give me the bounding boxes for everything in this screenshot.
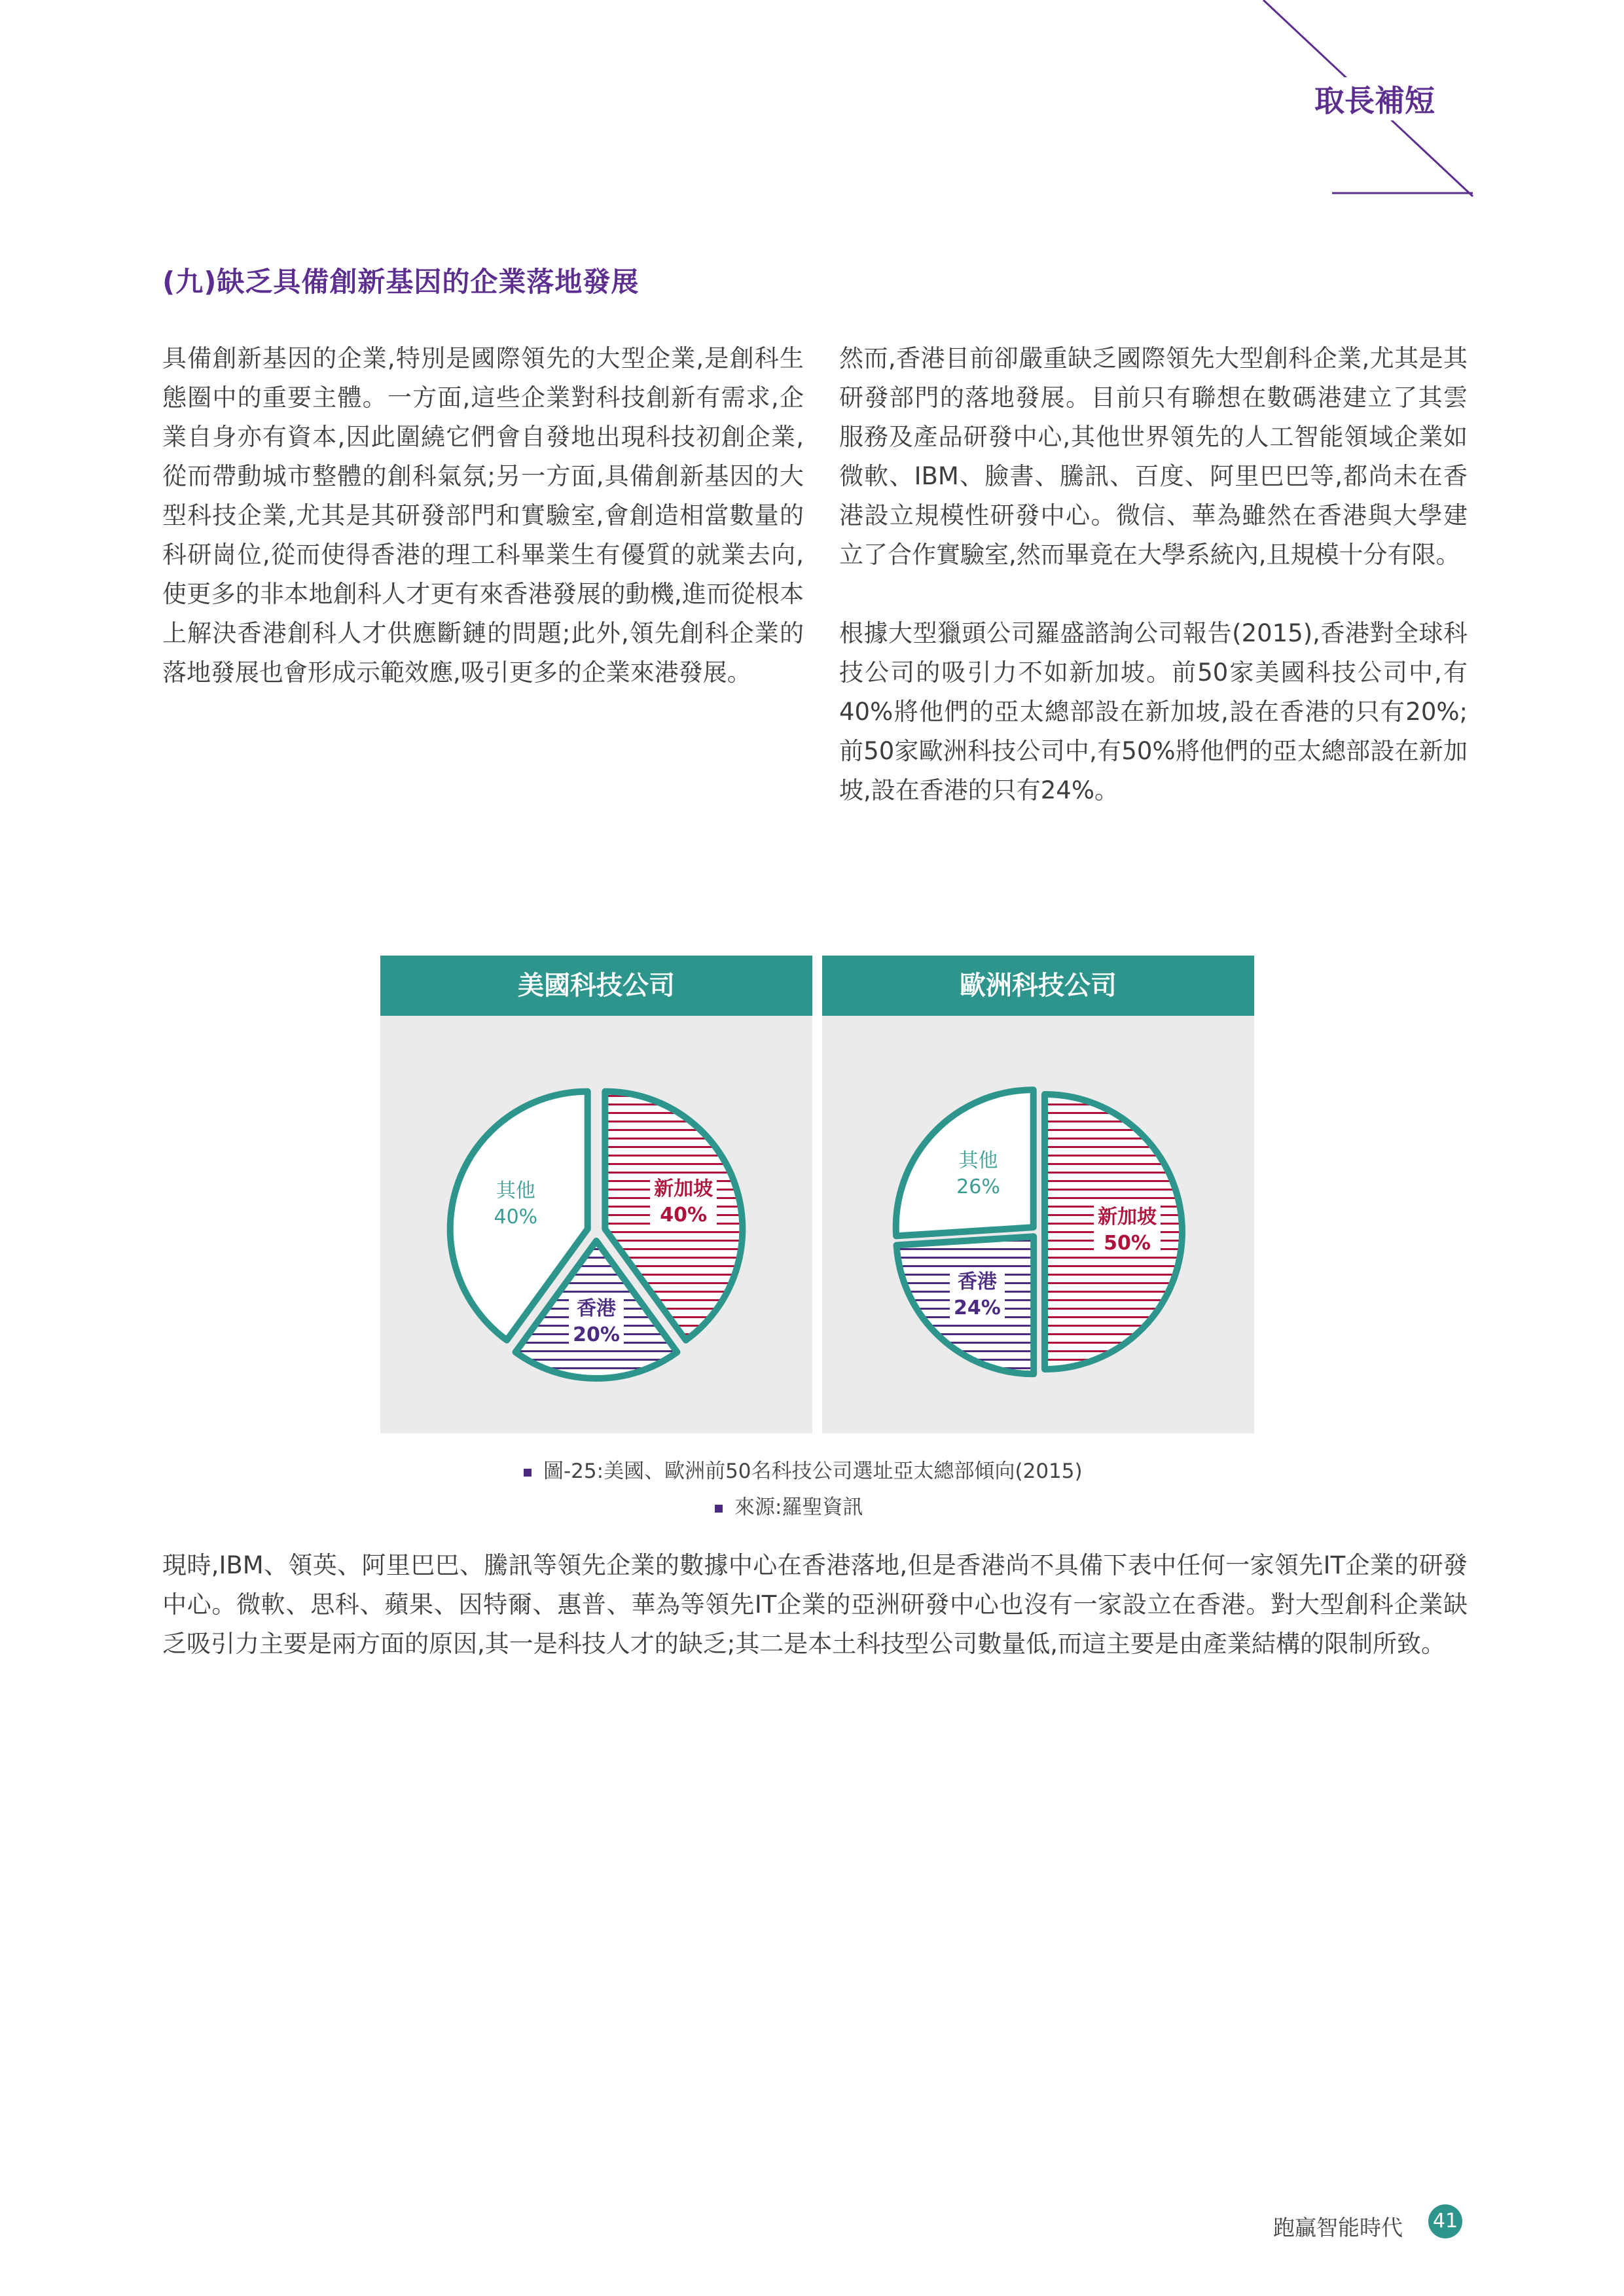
- page-number: 41: [1428, 2204, 1462, 2238]
- pie-label-text: 新加坡 40%: [638, 1176, 729, 1229]
- pie-label-hongkong: [550, 1296, 642, 1351]
- source-caption: 來源:羅聖資訊: [715, 1490, 863, 1520]
- chart-panel-eu: [822, 956, 1254, 1433]
- bottom-paragraph: 現時,IBM、領英、阿里巴巴、騰訊等領先企業的數據中心在香港落地,但是香港尚不具備下表中任何一家領先IT企業的研發中心。微軟、思科、蘋果、因特爾、惠普、華為等領先IT企業的亞洲研發中心也沒有一家設立在香港。對大型創科企業缺乏吸引力主要是兩方面的原因,其一是科技人才的缺乏;其二是本土科技型公司數量低,而這主要是由產業結構的限制所致。: [162, 1551, 1468, 1658]
- pie-label-other: [470, 1178, 562, 1233]
- pie-label-singapore: [638, 1176, 729, 1231]
- left-paragraph: 具備創新基因的企業,特別是國際領先的大型企業,是創科生態圈中的重要主體。一方面,這些企業對科技創新有需求,企業自身亦有資本,因此圍繞它們會自發地出現科技初創企業,從而帶動城市整體的創科氣氛;另一方面,具備創新基因的大型科技企業,尤其是其研發部門和實驗室,會創造相當數量的科研崗位,從而使得香港的理工科畢業生有優質的就業去向,使更多的非本地創科人才更有來香港發展的動機,進而從根本上解決香港創科人才供應斷鏈的問題;此外,領先創科企業的落地發展也會形成示範效應,吸引更多的企業來港發展。: [162, 344, 804, 687]
- pie-label-text: 其他 40%: [494, 1179, 538, 1229]
- chart-title-eu: 歐洲科技公司: [822, 956, 1254, 1016]
- pie-chart-eu: [822, 1016, 1254, 1433]
- header-title: 取長補短: [1309, 77, 1440, 120]
- left-column: [162, 339, 804, 692]
- footer-text: 跑贏智能時代: [1273, 2215, 1403, 2240]
- pie-label-text: 新加坡 50%: [1081, 1204, 1173, 1257]
- section-heading: (九)缺乏具備創新基因的企業落地發展: [162, 266, 640, 298]
- chart-panel-us: [380, 956, 812, 1433]
- pie-label-hongkong: [931, 1269, 1023, 1324]
- figure-caption: 圖-25:美國、歐洲前50名科技公司選址亞太總部傾向(2015): [524, 1454, 1083, 1484]
- pie-chart-us: [380, 1016, 812, 1433]
- right-paragraph-1: 然而,香港目前卻嚴重缺乏國際領先大型創科企業,尤其是其研發部門的落地發展。目前只有聯想在數碼港建立了其雲服務及產品研發中心,其他世界領先的人工智能領域企業如微軟、IBM、臉書、騰訊、百度、阿里巴巴等,都尚未在香港設立規模性研發中心。微信、華為雖然在香港與大學建立了合作實驗室,然而畢竟在大學系統內,且規模十分有限。: [839, 344, 1468, 569]
- pie-label-singapore: [1081, 1204, 1173, 1259]
- pie-label-text: 香港 24%: [931, 1269, 1023, 1321]
- bullet-square-icon: [715, 1505, 723, 1513]
- pie-label-text: 香港 20%: [550, 1296, 642, 1348]
- right-paragraph-2: 根據大型獵頭公司羅盛諮詢公司報告(2015),香港對全球科技公司的吸引力不如新加坡。前50家美國科技公司中,有40%將他們的亞太總部設在新加坡,設在香港的只有20%;前50家歐洲科技公司中,有50%將他們的亞太總部設在新加坡,設在香港的只有24%。: [839, 619, 1468, 804]
- pie-label-text: 其他 26%: [956, 1149, 1000, 1199]
- bullet-square-icon: [524, 1469, 532, 1477]
- right-column: [839, 339, 1468, 810]
- pie-label-other: [933, 1148, 1024, 1203]
- chart-title-us: 美國科技公司: [380, 956, 812, 1016]
